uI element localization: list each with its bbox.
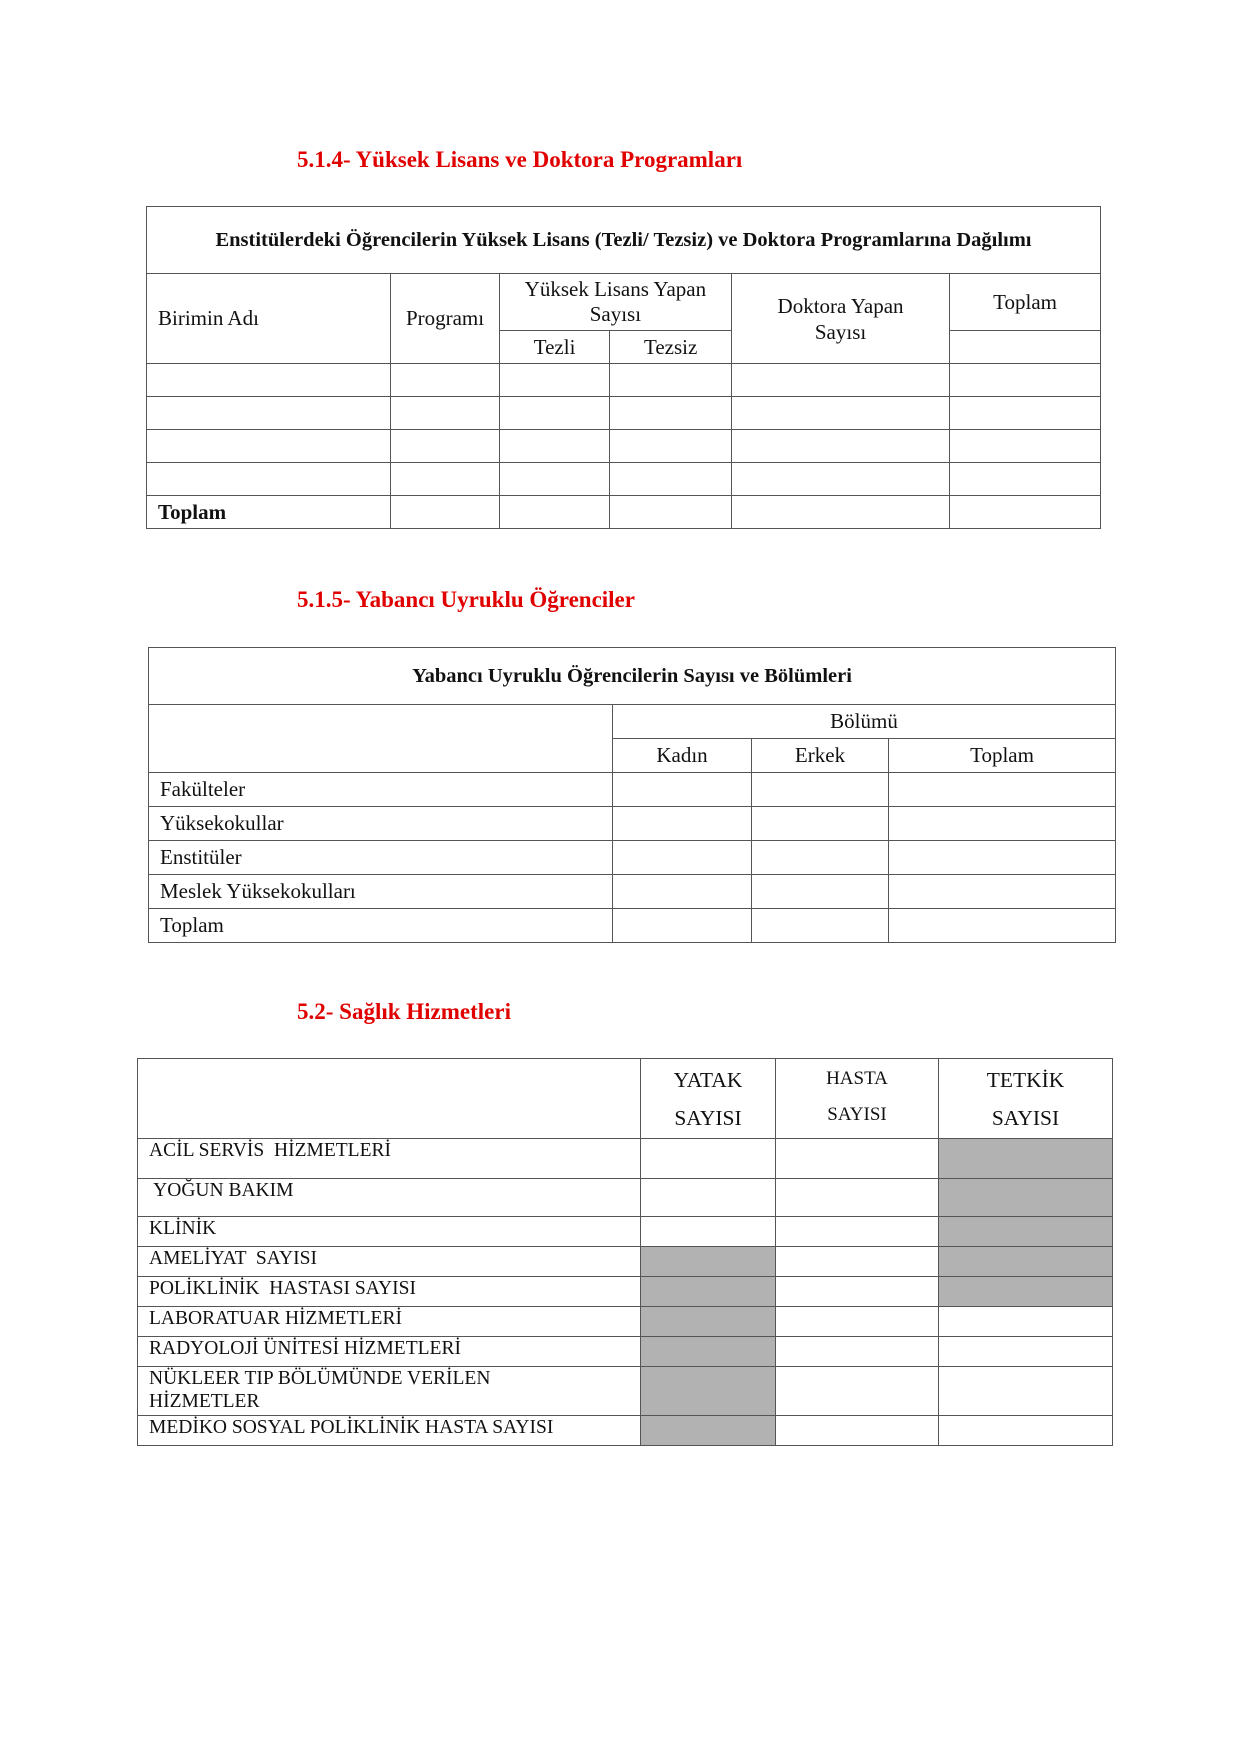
row-label: POLİKLİNİK HASTASI SAYISI [138,1277,641,1307]
shaded-cell [641,1247,776,1277]
table-row [138,1247,1113,1277]
empty-cell [149,705,613,773]
header-toplam: Toplam [950,274,1101,331]
row-label: Meslek Yüksekokulları [149,875,613,909]
total-label: Toplam [147,496,391,529]
shaded-cell [939,1179,1113,1217]
table-row [147,397,1101,430]
row-label: LABORATUAR HİZMETLERİ [138,1307,641,1337]
row-label: AMELİYAT SAYISI [138,1247,641,1277]
foreign-students-table [148,647,1116,943]
table-row [138,1416,1113,1446]
header-hasta-line1: HASTA [826,1068,888,1089]
row-label: Enstitüler [149,841,613,875]
shaded-cell [939,1217,1113,1247]
header-tezsiz: Tezsiz [610,331,732,364]
table-row [138,1307,1113,1337]
shaded-cell [641,1337,776,1367]
shaded-cell [939,1247,1113,1277]
header-yatak-line2: SAYISI [674,1106,742,1130]
row-label: Toplam [149,909,613,943]
row-label: YOĞUN BAKIM [138,1179,641,1217]
header-birim: Birimin Adı [147,274,391,364]
header-toplam: Toplam [889,739,1116,773]
table-row [138,1367,1113,1416]
table-row [147,364,1101,397]
header-tetkik [939,1059,1113,1139]
section-heading-graduate-programs: 5.1.4- Yüksek Lisans ve Doktora Programları [297,147,743,172]
shaded-cell [939,1277,1113,1307]
row-label: MEDİKO SOSYAL POLİKLİNİK HASTA SAYISI [138,1416,641,1446]
shaded-cell [641,1307,776,1337]
table-title: Yabancı Uyruklu Öğrencilerin Sayısı ve Bölümleri [149,648,1116,705]
row-label: Yüksekokullar [149,807,613,841]
table-title: Enstitülerdeki Öğrencilerin Yüksek Lisans (Tezli/ Tezsiz) ve Doktora Programlarına Dağılımı [147,207,1101,274]
header-yatak-line1: YATAK [673,1068,743,1092]
health-services-table [137,1058,1113,1446]
table-row [149,841,1116,875]
row-label: NÜKLEER TIP BÖLÜMÜNDE VERİLEN HİZMETLER [138,1367,641,1416]
table-row [147,430,1101,463]
table-row [138,1337,1113,1367]
graduate-programs-table [146,206,1101,529]
header-hasta-line2: SAYISI [827,1104,887,1125]
empty-cell [138,1059,641,1139]
header-bolumu: Bölümü [613,705,1116,739]
table-row [149,875,1116,909]
header-kadin: Kadın [613,739,752,773]
table-row [149,773,1116,807]
table-row [147,496,1101,529]
table-row [149,909,1116,943]
header-doktora: Doktora Yapan Sayısı [731,274,949,364]
header-tezli: Tezli [499,331,610,364]
row-label: ACİL SERVİS HİZMETLERİ [138,1139,641,1179]
header-tetkik-line1: TETKİK [986,1068,1065,1092]
shaded-cell [939,1139,1113,1179]
table-row [147,463,1101,496]
shaded-cell [641,1367,776,1416]
row-label: KLİNİK [138,1217,641,1247]
empty-cell [950,331,1101,364]
header-hasta [776,1059,939,1139]
shaded-cell [641,1277,776,1307]
header-yuksek-lisans: Yüksek Lisans Yapan Sayısı [499,274,731,331]
header-program: Programı [391,274,500,364]
shaded-cell [641,1416,776,1446]
table-row [138,1139,1113,1179]
header-erkek: Erkek [752,739,889,773]
section-heading-health-services: 5.2- Sağlık Hizmetleri [297,999,511,1024]
row-label: RADYOLOJİ ÜNİTESİ HİZMETLERİ [138,1337,641,1367]
table-row [138,1277,1113,1307]
table-row [149,807,1116,841]
table-row [138,1217,1113,1247]
row-label: Fakülteler [149,773,613,807]
header-yatak [641,1059,776,1139]
table-row [138,1179,1113,1217]
section-heading-foreign-students: 5.1.5- Yabancı Uyruklu Öğrenciler [297,587,635,612]
header-tetkik-line2: SAYISI [991,1106,1060,1130]
